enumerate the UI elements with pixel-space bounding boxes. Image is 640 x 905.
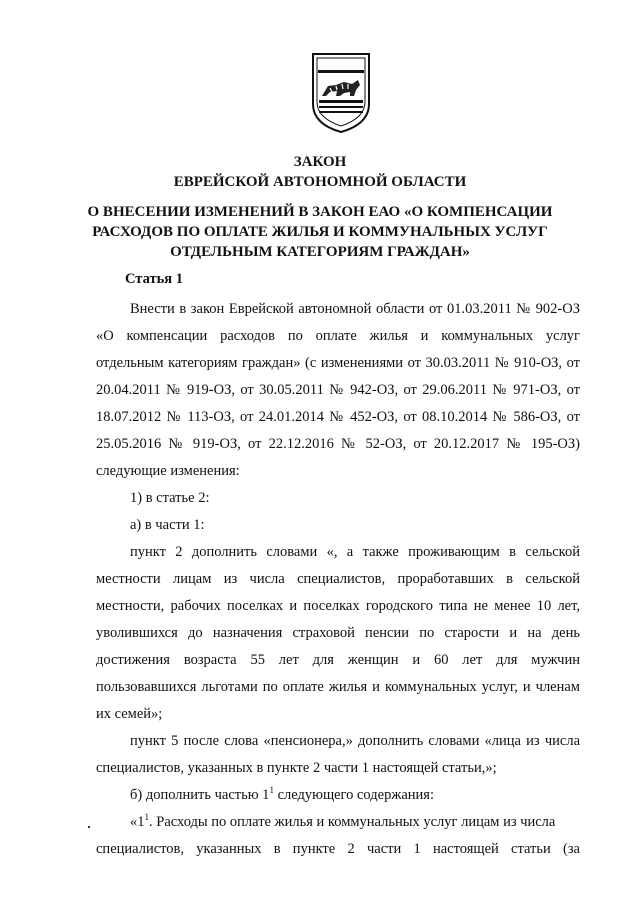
text-line: 25.05.2016 № 919-ОЗ, от 22.12.2016 № 52-ОЗ, от 20.12.2017 № 195-ОЗ) — [96, 436, 580, 452]
paragraph-point-2 — [96, 539, 580, 728]
text-line: их семей»; — [96, 706, 163, 722]
text-line: отдельным категориям граждан» (с изменениями от 30.03.2011 № 910-ОЗ, от — [96, 355, 580, 371]
text-line: «О компенсации расходов по оплате жилья и коммунальных услуг — [96, 328, 580, 344]
text-line: пункт 5 после слова «пенсионера,» дополнить словами «лица из числа — [130, 733, 580, 749]
text-line: «$1^1$. Расходы по оплате жилья и коммунальных услуг лицам из числа — [130, 812, 556, 830]
text-line: а) в части 1: — [130, 517, 205, 533]
item-1 — [96, 485, 580, 512]
coat-of-arms-emblem — [310, 52, 372, 134]
law-heading — [60, 152, 580, 192]
text-line: следующие изменения: — [96, 463, 240, 479]
text-line: местности, рабочих поселках и поселках городского типа не менее 10 лет, — [96, 598, 580, 614]
text-line: 1) в статье 2: — [130, 490, 210, 506]
subject-line: О ВНЕСЕНИИ ИЗМЕНЕНИЙ В ЗАКОН ЕАО «О КОМПЕНСАЦИИ — [87, 204, 553, 220]
scan-speck — [88, 826, 90, 828]
subject-line: ОТДЕЛЬНЫМ КАТЕГОРИЯМ ГРАЖДАН» — [170, 244, 470, 260]
text-line: специалистов, указанных в пункте 2 части 1 настоящей статьи (за — [96, 841, 580, 857]
text-line: пункт 2 дополнить словами «, а также проживающим в сельской — [130, 544, 580, 560]
law-subject-heading — [60, 202, 580, 262]
paragraph-point-5 — [96, 728, 580, 782]
text-line: специалистов, указанных в пункте 2 части 1 настоящей статьи,»; — [96, 760, 497, 776]
paragraph-part-1-1 — [96, 809, 580, 863]
text-line: пользовавшихся льготами по оплате жилья и коммунальных услуг, и членам — [96, 679, 580, 695]
text-line: достижения возраста 55 лет для женщин и 60 лет для мужчин — [96, 652, 580, 668]
text-line: б) дополнить частью $1^1$ следующего содержания: — [130, 785, 435, 803]
text-line: 18.07.2012 № 113-ОЗ, от 24.01.2014 № 452-ОЗ, от 08.10.2014 № 586-ОЗ, от — [96, 409, 580, 425]
law-heading-line: ЕВРЕЙСКОЙ АВТОНОМНОЙ ОБЛАСТИ — [173, 174, 467, 190]
text-line: 20.04.2011 № 919-ОЗ, от 30.05.2011 № 942-ОЗ, от 29.06.2011 № 971-ОЗ, от — [96, 382, 580, 398]
item-b — [96, 782, 580, 809]
text-line: уволившихся до назначения страховой пенсии по старости и на день — [96, 625, 580, 641]
text-line: местности лицам из числа специалистов, проработавших в сельской — [96, 571, 580, 587]
item-a — [96, 512, 580, 539]
article-heading: Статья 1 — [125, 271, 183, 287]
paragraph-intro — [96, 296, 580, 485]
tiger-emblem-icon — [310, 52, 372, 134]
law-heading-line: ЗАКОН — [293, 154, 347, 170]
subject-line: РАСХОДОВ ПО ОПЛАТЕ ЖИЛЬЯ И КОММУНАЛЬНЫХ УСЛУГ — [92, 224, 548, 240]
text-line: Внести в закон Еврейской автономной области от 01.03.2011 № 902-ОЗ — [130, 301, 580, 317]
